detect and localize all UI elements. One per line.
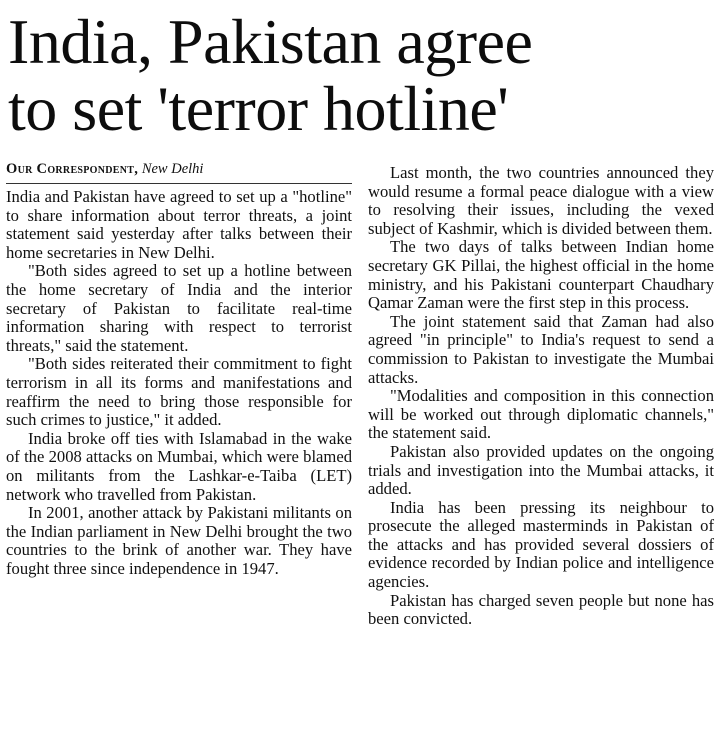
headline-line-1: India, Pakistan agree [8, 6, 533, 77]
article-body [6, 160, 714, 629]
right-column [368, 160, 714, 629]
headline-line-2: to set 'terror hotline' [8, 73, 509, 144]
paragraph: In 2001, another attack by Pakistani militants on the Indian parliament in New Delhi brought the two countries to the brink of another war. They have fought three since independence in 1947. [6, 503, 352, 578]
byline-place: New Delhi [141, 161, 204, 177]
byline [6, 160, 352, 184]
byline-author: Our Correspondent, [6, 161, 139, 177]
paragraph: "Modalities and composition in this connection will be worked out through diplomatic channels," the statement said. [368, 386, 714, 443]
paragraph: Last month, the two countries announced they would resume a formal peace dialogue with a view to resolving their issues, including the vexed subject of Kashmir, which is divided between them. [368, 163, 714, 238]
left-column [6, 160, 352, 629]
paragraph: India and Pakistan have agreed to set up a "hotline" to share information about terror threats, a joint statement said yesterday after talks between their home secretaries in New Delhi. [6, 187, 352, 262]
paragraph: The two days of talks between Indian home secretary GK Pillai, the highest official in the home ministry, and his Pakistani counterpart Chaudhary Qamar Zaman were the first step in this process. [368, 237, 714, 313]
paragraph: India has been pressing its neighbour to prosecute the alleged masterminds in Pakistan of the attacks and has provided several dossiers of evidence recorded by Indian police and intelligence agencies. [368, 497, 714, 592]
paragraph: Pakistan also provided updates on the ongoing trials and investigation into the Mumbai attacks, it added. [368, 441, 714, 499]
paragraph: The joint statement said that Zaman had also agreed "in principle" to India's request to send a commission to Pakistan to investigate the Mumbai attacks. [368, 311, 714, 387]
paragraph: India broke off ties with Islamabad in the wake of the 2008 attacks on Mumbai, which were blamed on militants from the Lashkar-e-Taiba (LET) network who travelled from Pakistan. [6, 428, 352, 504]
paragraph: Pakistan has charged seven people but none has been convicted. [368, 590, 714, 629]
headline [0, 0, 719, 142]
paragraph: "Both sides agreed to set up a hotline between the home secretary of India and the interior secretary of Pakistan to facilitate real-time information sharing with respect to terrorist threats," said the statement. [6, 261, 352, 355]
paragraph: "Both sides reiterated their commitment to fight terrorism in all its forms and manifestations and reaffirm the need to bring those responsible for such crimes to justice," it added. [6, 354, 352, 430]
